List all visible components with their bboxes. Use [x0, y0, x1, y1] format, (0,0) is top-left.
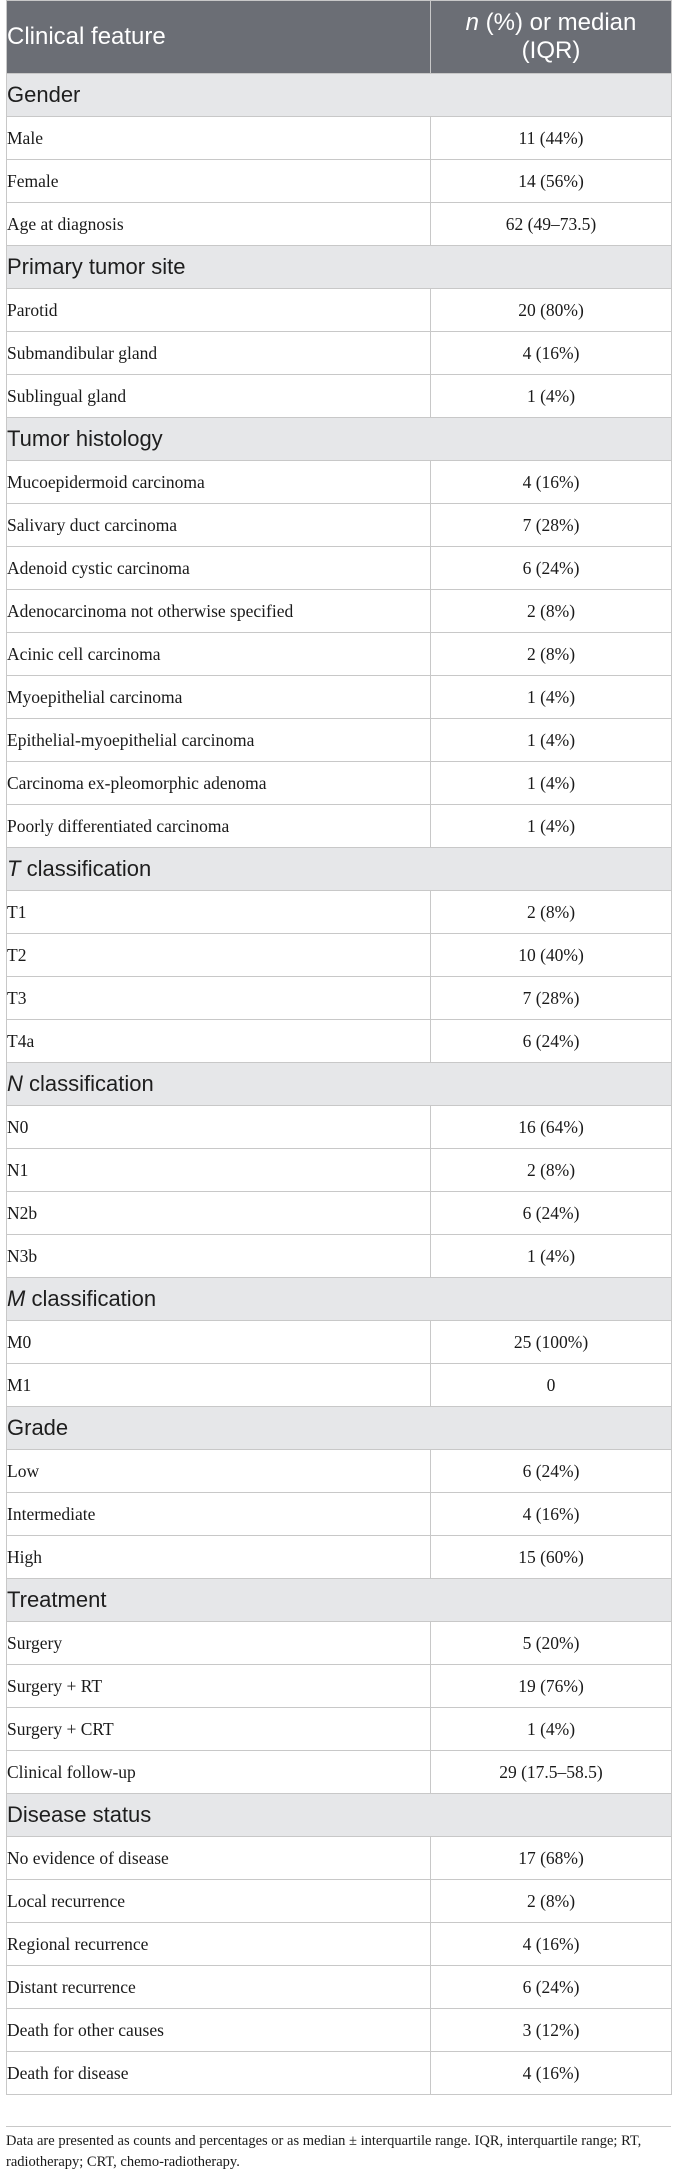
row-value: 20 (80%) — [431, 289, 672, 332]
table-row — [7, 117, 672, 160]
section-title-text: Disease status — [7, 1802, 152, 1827]
table-row — [7, 2009, 672, 2052]
row-value: 6 (24%) — [431, 547, 672, 590]
section-title-text: classification — [20, 856, 152, 881]
row-label: T2 — [7, 934, 431, 977]
header-row — [7, 1, 672, 74]
row-label: Clinical follow-up — [7, 1751, 431, 1794]
row-value: 16 (64%) — [431, 1106, 672, 1149]
row-label: Myoepithelial carcinoma — [7, 676, 431, 719]
header-iqr: (IQR) — [521, 37, 581, 64]
table-row — [7, 590, 672, 633]
table-row — [7, 676, 672, 719]
row-value: 19 (76%) — [431, 1665, 672, 1708]
row-value: 3 (12%) — [431, 2009, 672, 2052]
row-value: 2 (8%) — [431, 891, 672, 934]
row-label: Regional recurrence — [7, 1923, 431, 1966]
section-title — [7, 1407, 672, 1450]
row-label: Surgery + RT — [7, 1665, 431, 1708]
section-header-row — [7, 1278, 672, 1321]
table-row — [7, 1235, 672, 1278]
row-value: 5 (20%) — [431, 1622, 672, 1665]
header-clinical-feature: Clinical feature — [7, 1, 431, 74]
row-value: 62 (49–73.5) — [431, 203, 672, 246]
table-row — [7, 934, 672, 977]
section-header-row — [7, 246, 672, 289]
row-value: 10 (40%) — [431, 934, 672, 977]
table-row — [7, 375, 672, 418]
row-label: Adenocarcinoma not otherwise specified — [7, 590, 431, 633]
row-value: 1 (4%) — [431, 762, 672, 805]
table-row — [7, 1106, 672, 1149]
section-header-row — [7, 1407, 672, 1450]
table-row — [7, 1020, 672, 1063]
row-value: 25 (100%) — [431, 1321, 672, 1364]
table-body — [7, 1, 672, 2095]
row-value: 2 (8%) — [431, 590, 672, 633]
row-label: Female — [7, 160, 431, 203]
section-title — [7, 1063, 672, 1106]
row-label: Parotid — [7, 289, 431, 332]
row-value: 29 (17.5–58.5) — [431, 1751, 672, 1794]
row-value: 4 (16%) — [431, 1493, 672, 1536]
section-title-text: classification — [25, 1286, 157, 1311]
section-title — [7, 1794, 672, 1837]
row-label: Death for disease — [7, 2052, 431, 2095]
table-row — [7, 461, 672, 504]
table-row — [7, 1751, 672, 1794]
section-title-text: Primary tumor site — [7, 254, 186, 279]
section-title-text: Treatment — [7, 1587, 107, 1612]
section-title — [7, 1579, 672, 1622]
row-label: N3b — [7, 1235, 431, 1278]
table-row — [7, 1321, 672, 1364]
row-value: 4 (16%) — [431, 461, 672, 504]
row-value: 4 (16%) — [431, 332, 672, 375]
row-value: 1 (4%) — [431, 805, 672, 848]
row-value: 2 (8%) — [431, 633, 672, 676]
row-label: T1 — [7, 891, 431, 934]
table-row — [7, 289, 672, 332]
row-value: 4 (16%) — [431, 2052, 672, 2095]
row-value: 6 (24%) — [431, 1450, 672, 1493]
row-label: Submandibular gland — [7, 332, 431, 375]
table-row — [7, 1622, 672, 1665]
section-title-text: Grade — [7, 1415, 69, 1440]
row-label: M1 — [7, 1364, 431, 1407]
table-row — [7, 805, 672, 848]
row-value: 1 (4%) — [431, 676, 672, 719]
row-label: No evidence of disease — [7, 1837, 431, 1880]
section-header-row — [7, 1063, 672, 1106]
table-row — [7, 1364, 672, 1407]
table-row — [7, 1923, 672, 1966]
row-value: 7 (28%) — [431, 977, 672, 1020]
row-label: Sublingual gland — [7, 375, 431, 418]
row-label: Poorly differentiated carcinoma — [7, 805, 431, 848]
section-title-text: Tumor histology — [7, 426, 163, 451]
table-row — [7, 504, 672, 547]
row-label: Low — [7, 1450, 431, 1493]
row-value: 1 (4%) — [431, 719, 672, 762]
table-row — [7, 1192, 672, 1235]
row-value: 6 (24%) — [431, 1192, 672, 1235]
row-label: N0 — [7, 1106, 431, 1149]
table-row — [7, 1536, 672, 1579]
row-label: T4a — [7, 1020, 431, 1063]
section-title — [7, 418, 672, 461]
row-label: Adenoid cystic carcinoma — [7, 547, 431, 590]
header-percent-median: (%) or median — [478, 9, 637, 36]
row-label: Surgery + CRT — [7, 1708, 431, 1751]
row-label: Surgery — [7, 1622, 431, 1665]
row-label: Age at diagnosis — [7, 203, 431, 246]
row-value: 2 (8%) — [431, 1880, 672, 1923]
section-header-row — [7, 418, 672, 461]
table-row — [7, 762, 672, 805]
row-value: 11 (44%) — [431, 117, 672, 160]
row-label: Intermediate — [7, 1493, 431, 1536]
row-label: High — [7, 1536, 431, 1579]
row-value: 1 (4%) — [431, 1708, 672, 1751]
row-label: N2b — [7, 1192, 431, 1235]
table-row — [7, 332, 672, 375]
row-value: 0 — [431, 1364, 672, 1407]
section-title — [7, 74, 672, 117]
row-value: 7 (28%) — [431, 504, 672, 547]
table-row — [7, 1708, 672, 1751]
row-label: Epithelial-myoepithelial carcinoma — [7, 719, 431, 762]
section-header-row — [7, 74, 672, 117]
table-row — [7, 203, 672, 246]
section-title — [7, 1278, 672, 1321]
row-label: Male — [7, 117, 431, 160]
section-title-italic: N — [7, 1071, 23, 1096]
row-value: 14 (56%) — [431, 160, 672, 203]
table-row — [7, 1149, 672, 1192]
section-title — [7, 848, 672, 891]
row-label: Distant recurrence — [7, 1966, 431, 2009]
section-title — [7, 246, 672, 289]
table-row — [7, 1493, 672, 1536]
footnote-divider — [6, 2126, 671, 2127]
table-row — [7, 719, 672, 762]
row-value: 1 (4%) — [431, 375, 672, 418]
row-value: 6 (24%) — [431, 1020, 672, 1063]
row-value: 1 (4%) — [431, 1235, 672, 1278]
row-label: Mucoepidermoid carcinoma — [7, 461, 431, 504]
row-label: Death for other causes — [7, 2009, 431, 2052]
table-row — [7, 633, 672, 676]
table-row — [7, 891, 672, 934]
table-row — [7, 2052, 672, 2095]
table-row — [7, 1966, 672, 2009]
table-row — [7, 1450, 672, 1493]
section-title-italic: M — [7, 1286, 26, 1311]
header-n-median — [431, 1, 672, 74]
header-n-italic: n — [465, 9, 479, 36]
clinical-features-table — [6, 0, 672, 2095]
section-title-italic: T — [7, 856, 21, 881]
row-value: 17 (68%) — [431, 1837, 672, 1880]
section-title-text: Gender — [7, 82, 81, 107]
row-label: Acinic cell carcinoma — [7, 633, 431, 676]
table-row — [7, 977, 672, 1020]
row-label: Salivary duct carcinoma — [7, 504, 431, 547]
row-value: 6 (24%) — [431, 1966, 672, 2009]
table-footnote: Data are presented as counts and percentages or as median ± interquartile range. IQR, interquartile range; RT, radiotherapy; CRT, chemo-radiotherapy. — [6, 2133, 642, 2170]
table-row — [7, 547, 672, 590]
row-label: T3 — [7, 977, 431, 1020]
table-row — [7, 1880, 672, 1923]
row-label: Carcinoma ex-pleomorphic adenoma — [7, 762, 431, 805]
row-label: M0 — [7, 1321, 431, 1364]
table-row — [7, 1837, 672, 1880]
row-label: N1 — [7, 1149, 431, 1192]
row-label: Local recurrence — [7, 1880, 431, 1923]
section-header-row — [7, 1579, 672, 1622]
table-row — [7, 160, 672, 203]
row-value: 4 (16%) — [431, 1923, 672, 1966]
section-header-row — [7, 1794, 672, 1837]
section-header-row — [7, 848, 672, 891]
row-value: 2 (8%) — [431, 1149, 672, 1192]
section-title-text: classification — [22, 1071, 154, 1096]
row-value: 15 (60%) — [431, 1536, 672, 1579]
table-row — [7, 1665, 672, 1708]
